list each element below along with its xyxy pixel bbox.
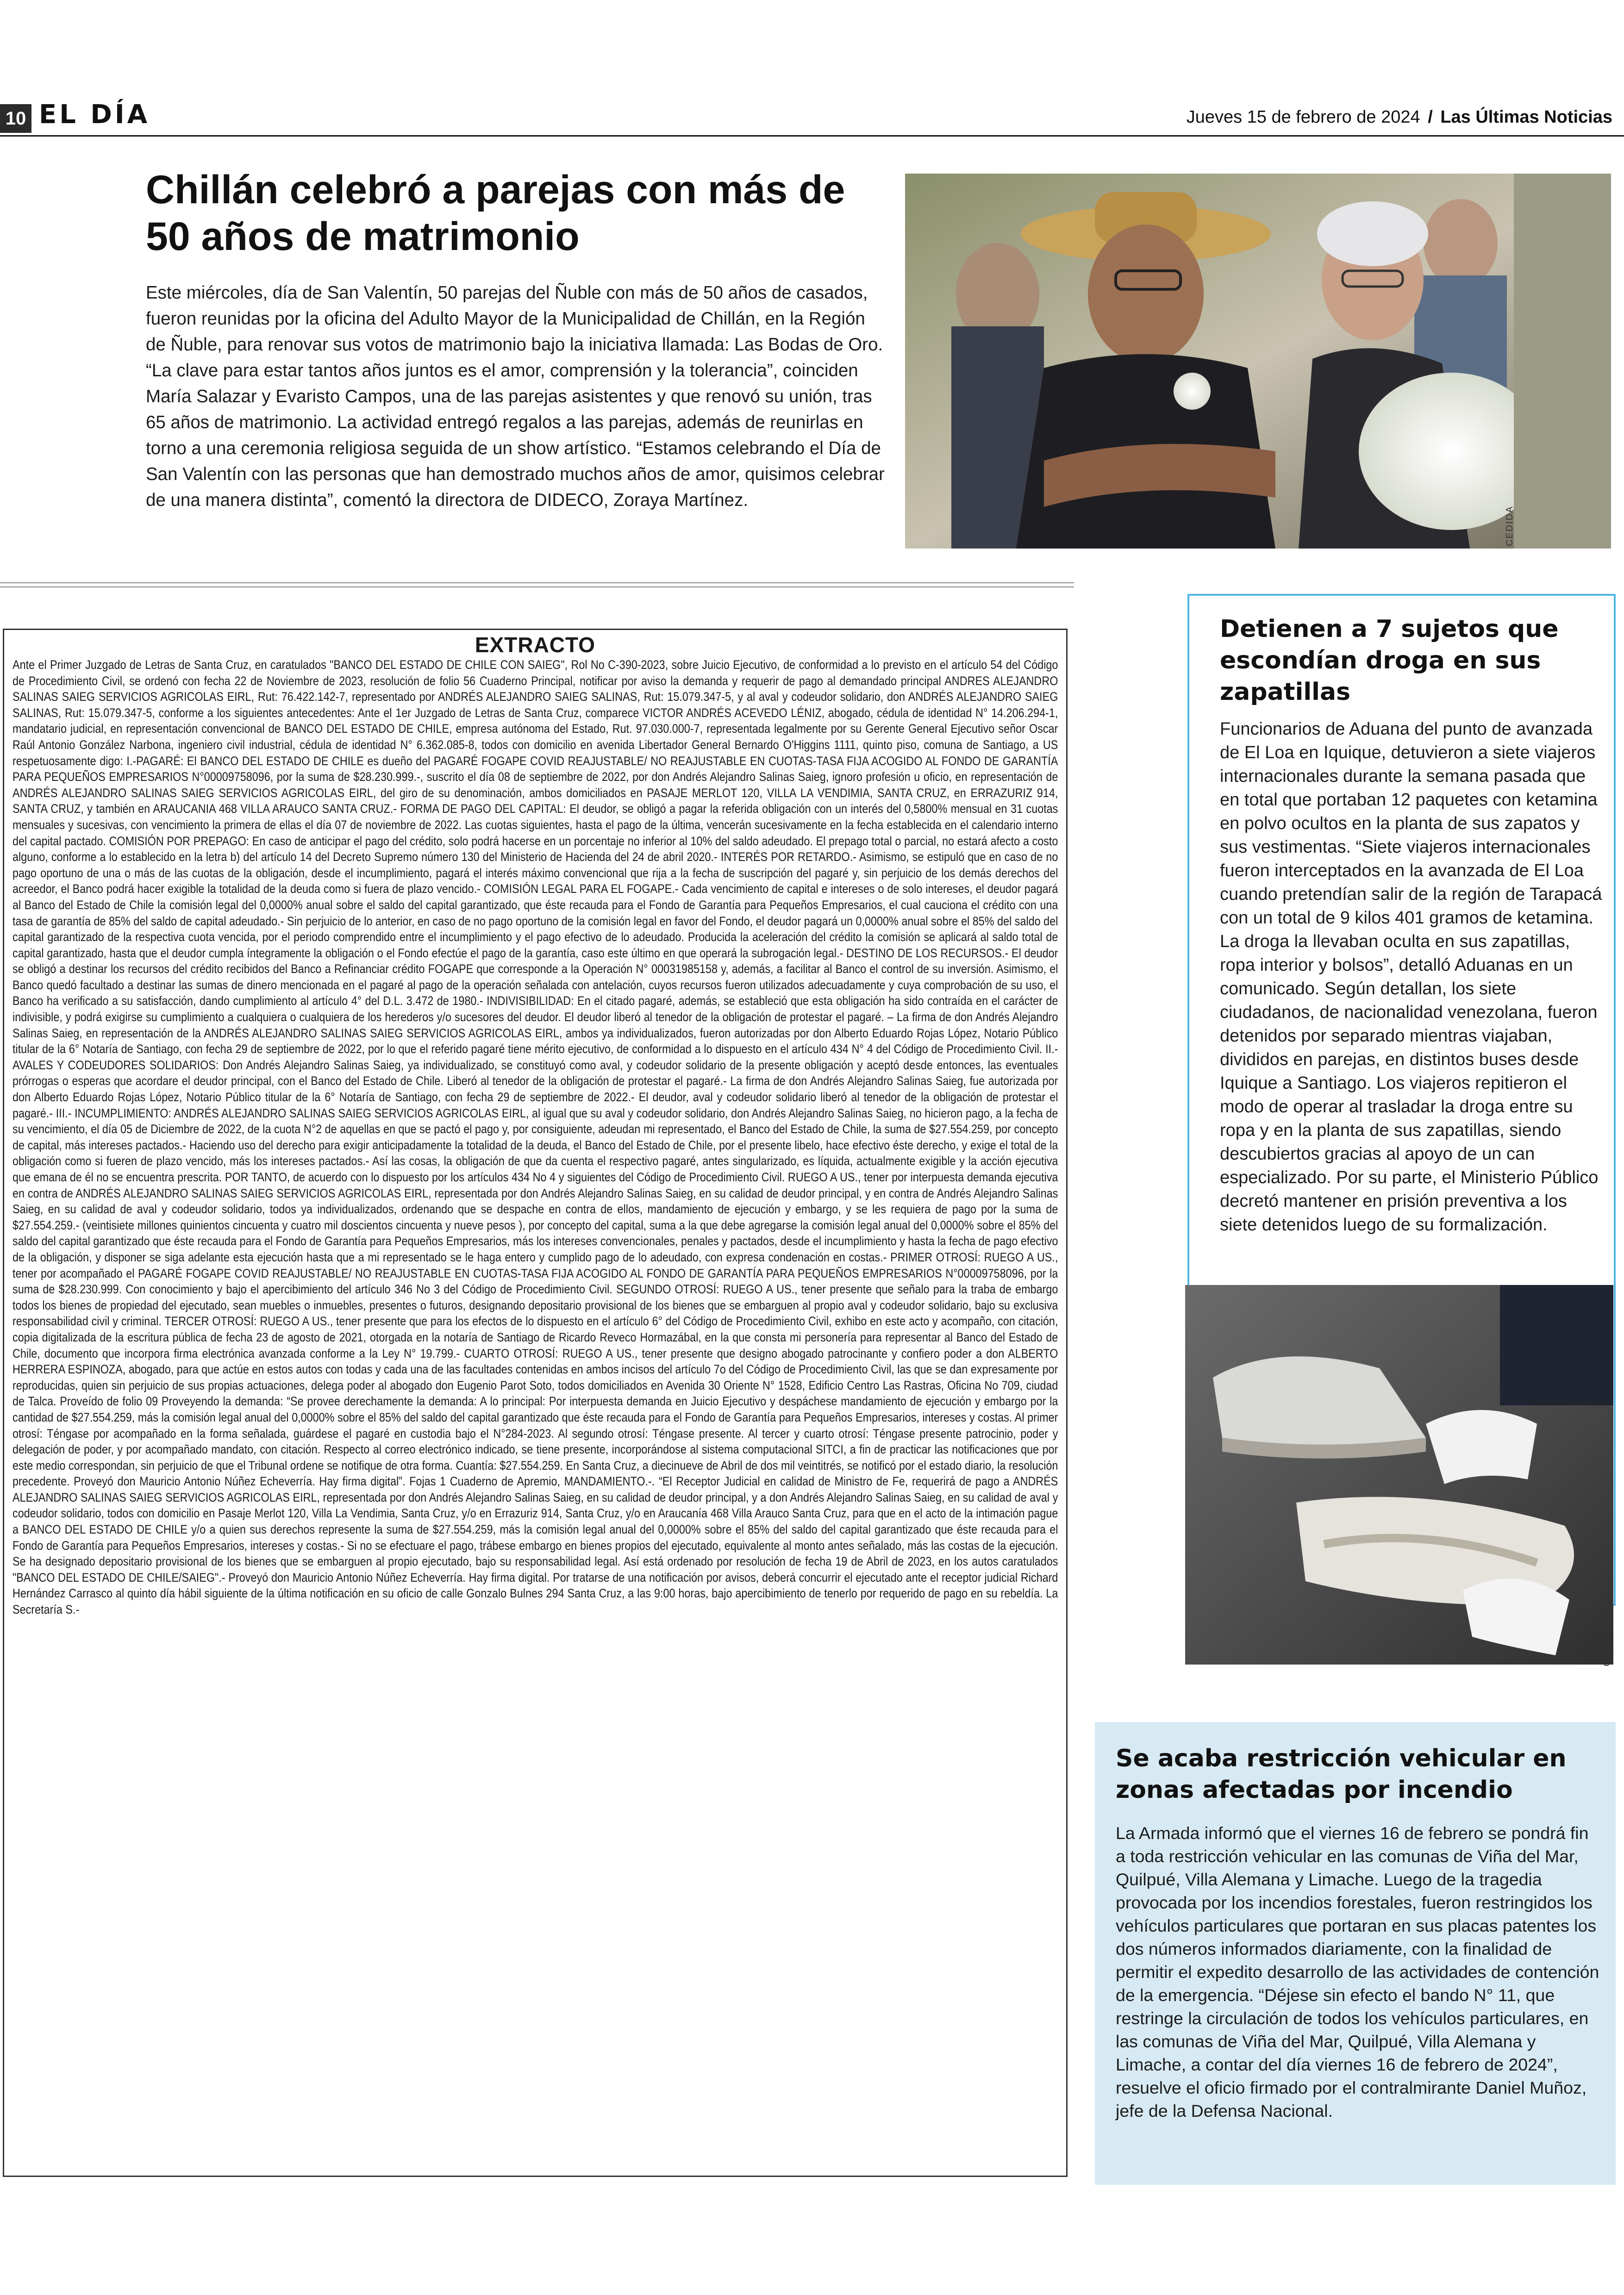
legal-notice-title: EXTRACTO	[475, 633, 596, 657]
legal-notice-text: Ante el Primer Juzgado de Letras de Santa Cruz, en caratulados "BANCO DEL ESTADO DE CHILE CON SAIEG", Rol No C-390-2023, sobre Juicio Ejecutivo, de conformidad a lo previsto en el artículo 54 del Código de Procedimiento Civil, se ordenó con fecha 22 de Noviembre de 2023, resolución de folio 56 Cuaderno Principal, notificar por aviso la demanda y requerir de pago al demandado principal ANDRES ALEJANDRO SALINAS SAIEG SERVICIOS AGRICOLAS EIRL, Rut: 76.422.142-7, representado por ANDRÉS ALEJANDRO SAIEG SALINAS, Rut: 15.079.347-5, y al aval y codeudor solidario, don ANDRÉS ALEJANDRO SAIEG SALINAS, Rut: 15.079.347-5, conforme a los siguientes antecedentes: Ante el 1er Juzgado de Letras de Santa Cruz, comparece VICTOR ANDRÉS ACEVEDO LÉNIZ, abogado, cédula de identidad N° 14.206.294-1, mandatario judicial, en representación convencional de BANCO DEL ESTADO DE CHILE, empresa autónoma del Estado, Rut. 97.030.000-7, representada legalmente por su Gerente General Ejecutivo señor Oscar Raúl Antonio González Narbona, ingeniero civil industrial, cédula de identidad N° 6.362.085-8, todos con domicilio en avenida Libertador General Bernardo O'Higgins 1111, quinto piso, comuna de Santiago, a US respetuosamente digo: I.-PAGARÉ: El BANCO DEL ESTADO DE CHILE es dueño del PAGARÉ FOGAPE COVID REAJUSTABLE/ NO REAJUSTABLE EN CUOTAS-TASA FIJA ACOGIDO AL FONDO DE GARANTÍA PARA PEQUEÑOS EMPRESARIOS N°00009758096, por la suma de $28.230.999.-, suscrito el día 08 de septiembre de 2022, por don Andrés Alejandro Salinas Saieg, ignoro profesión u oficio, en representación de ANDRÉS ALEJANDRO SALINAS SAIEG SERVICIOS AGRICOLAS EIRL, del giro de su denominación, ambos domiciliados en PASAJE MERLOT 120, VILLA LA VENDIMIA, SANTA CRUZ, en ERRAZURIZ 914, SANTA CRUZ, y también en ARAUCANIA 468 VILLA ARAUCO SANTA CRUZ.- FORMA DE PAGO DEL CAPITAL: El deudor, se obligó a pagar la referida obligación con un interés del 0,5800% mensual en 31 cuotas mensuales y sucesivas, con vencimiento la primera de ellas el día 07 de noviembre de 2022. Las cuotas siguientes, hasta el pago de la última, vencerán sucesivamente en la fecha establecida en el calendario interno del capital pactado. COMISIÓN POR PREPAGO: En caso de anticipar el pago del crédito, solo podrá hacerse en un porcentaje no inferior al 10% del saldo adeudado. El prepago total o parcial, no estará afecto a costo alguno, conforme a lo establecido en la letra b) del artículo 14 del Decreto Supremo número 130 del Ministerio de Hacienda del 24 de abril 2020.- INTERÉS POR RETARDO.- Asimismo, se estipuló que en caso de no pago oportuno de una o más de las cuotas de la obligación, desde el incumplimiento, pagará el interés máximo convencional que rija a la fecha de suscripción del pagaré y, sin perjuicio de los demás derechos del acreedor, el Banco podrá hacer exigible la totalidad de la deuda como si fuera de plazo vencido.- COMISIÓN LEGAL PARA EL FOGAPE.- Cada vencimiento de capital e intereses o de solo intereses, el deudor pagará al Banco del Estado de Chile la comisión legal del 0,0000% anual sobre el saldo del capital garantizado, que éste recauda para el Fondo de Garantía para Pequeños Empresarios, el cual cauciona el crédito con una tasa de garantía de 85% del saldo de capital adeudado.- Sin perjuicio de lo anterior, en caso de no pago oportuno de la comisión legal en favor del Fondo, el deudor pagará un 0,0000% anual sobre el 85% del saldo del capital garantizado de la respectiva cuota vencida, por el periodo comprendido entre el incumplimiento y el pago efectivo de lo adeudado. Producida la aceleración del crédito la comisión se aplicará al saldo total de capital garantizado, hasta que el deudor cumpla íntegramente la obligación o el Fondo efectúe el pago de la garantía, caso este último en que operará la subrogación legal.- DESTINO DE LOS RECURSOS.- El deudor se obligó a destinar los recursos del crédito recibidos del Banco a Refinanciar crédito FOGAPE que corresponde a la Operación N° 00031985158 y, además, a facilitar al Banco el control de su inversión. Asimismo, el Banco quedó facultado a destinar las sumas de dinero mencionada en el pagaré al pago de la operación señalada con antelación, cuyos recursos fueron utilizados adecuadamente y cuya comprobación de su uso, el Banco ha verificado a su satisfacción, dando cumplimiento al artículo 4° del D.L. 3.472 de 1980.- INDIVISIBILIDAD: En el citado pagaré, además, se estableció que esta obligación ha sido contraída en el carácter de indivisible, y podrá exigirse su cumplimiento a cualquiera o cualquiera de los herederos y/o sucesores del deudor. El deudor liberó al tenedor de la obligación de protestar el pagaré. – La firma de don Andrés Alejandro Salinas Saieg, en representación de la ANDRÉS ALEJANDRO SALINAS SAIEG SERVICIOS AGRICOLAS EIRL, ambos ya individualizados, fueron autorizadas por don Alberto Eduardo Rojas López, Notario Público titular de la 6° Notaría de Santiago, con fecha 29 de septiembre de 2022, por lo que el referido pagaré tiene mérito ejecutivo, de conformidad a lo dispuesto en el artículo 434 N° 4 del Código de Procedimiento Civil. II.- AVALES Y CODEUDORES SOLIDARIOS: Don Andrés Alejandro Salinas Saieg, ya individualizado, se constituyó como aval, y codeudor solidario de la presente obligación y aceptó desde entonces, las eventuales prórrogas o esperas que acordare el deudor principal, con el Banco del Estado de Chile. Liberó al tenedor de la obligación de protestar el pagaré.- La firma de don Andrés Alejandro Salinas Saieg, fue autorizada por don Alberto Eduardo Rojas López, Notario Público titular de la 6° Notaría de Santiago, con fecha 29 de septiembre de 2022.- El deudor, aval y codeudor solidario liberó al tenedor de la obligación de protestar el pagaré.- III.- INCUMPLIMIENTO: ANDRÉS ALEJANDRO SALINAS SAIEG SERVICIOS AGRICOLAS EIRL, al igual que su aval y codeudor solidario, don Andrés Alejandro Salinas Saieg, no hicieron pago, a la fecha de su vencimiento, el día 05 de Diciembre de 2022, de la cuota N°2 de aquellas en que se pactó el pago y, por consiguiente, adeudan mi representado, el Banco del Estado de Chile, la suma de $27.554.259, por concepto de capital, más intereses pactados.- Haciendo uso del derecho para exigir anticipadamente la totalidad de la deuda, el Banco del Estado de Chile, por el presente libelo, hace efectivo éste derecho, y exige el total de la obligación como si fueren de plazo vencido, más los intereses pactados.- Así las cosas, la obligación de que da cuenta el respectivo pagaré, antes singularizado, es líquida, actualmente exigible y la acción ejecutiva que emana de él no se encuentra prescrita. POR TANTO, de acuerdo con lo dispuesto por los artículos 434 No 4 y siguientes del Código de Procedimiento Civil. RUEGO A US., tener por interpuesta demanda ejecutiva en contra de ANDRÉS ALEJANDRO SALINAS SAIEG SERVICIOS AGRICOLAS EIRL, representada por don Andrés Alejandro Salinas Saieg, en su calidad de deudor principal, y en contra de Andrés Alejandro Salinas Saieg, en su calidad de aval y codeudor solidario, todos ya individualizados, ordenando que se despache en contra de ellos, mandamiento de ejecución y embargo, y se les requiera de pago por la suma de $27.554.259.- (veintisiete millones quinientos cincuenta y cuatro mil doscientos cincuenta y nueve pesos ), por concepto del capital, suma a la que debe agregarse la comisión legal anual del 0,0000% sobre el 85% del saldo del capital garantizado que éste recauda para el Fondo de Garantía para Pequeños Empresarios, más los intereses convencionales, penales y pactados, desde el incumplimiento y hasta la fecha de pago efectivo de la obligación, y disponer se siga adelante esta ejecución hasta que a mi representado se le haga entero y cumplido pago de lo adeudado, con expresa condenación en costas.- PRIMER OTROSÍ: RUEGO A US., tener por acompañado el PAGARÉ FOGAPE COVID REAJUSTABLE/ NO REAJUSTABLE EN CUOTAS-TASA FIJA ACOGIDO AL FONDO DE GARANTÍA PARA PEQUEÑOS EMPRESARIOS N°00009758096, por la suma de $28.230.999. Con conocimiento y bajo el apercibimiento del artículo 346 No 3 del Código de Procedimiento Civil. SEGUNDO OTROSÍ: RUEGO A US., tener presente que señalo para la traba de embargo todos los bienes de propiedad del ejecutado, sean muebles o inmuebles, presentes o futuros, designando depositario provisional de los bienes que se embarguen al propio aval y codeudor solidario, bajo su exclusiva responsabilidad civil y criminal. TERCER OTROSÍ: RUEGO A US., tener presente que para los efectos de lo dispuesto en el artículo 6° del Código de Procedimiento Civil, exhibo en este acto y acompaño, con citación, copia digitalizada de la escritura pública de fecha 23 de agosto de 2021, otorgada en la notaría de Santiago de Ricardo Reveco Hormazábal, en la que consta mi personería para representar al Banco del Estado de Chile, documento que incorpora firma electrónica avanzada conforme a la Ley N° 19.799.- CUARTO OTROSÍ: RUEGO A US., tener presente que designo abogado patrocinante y confiero poder a don ALBERTO HERRERA ESPINOZA, abogado, para que actúe en estos autos con todas y cada una de las facultades contenidas en ambos incisos del artículo 7o del Código de Procedimiento Civil, las que se dan expresamente por reproducidas, quien sin perjuicio de sus propias actuaciones, delega poder al abogado don Eugenio Parot Soto, todos domiciliados en Avenida 30 Oriente N° 1528, Edificio Centro Las Rastras, Oficina No 709, ciudad de Talca. Proveído de folio 09 Proveyendo la demanda: “Se provee derechamente la demanda: A lo principal: Por interpuesta demanda en Juicio Ejecutivo y despáchese mandamiento de ejecución y embargo por la cantidad de $27.554.259, más la comisión legal anual del 0,0000% sobre el 85% del saldo del capital garantizado que éste recauda para el Fondo de Garantía para Pequeños Empresarios, intereses y costas. Al primer otrosí: Téngase por acompañado en la forma señalada, guárdese el pagaré en custodia bajo el N°284-2023. Al segundo otrosí: Téngase presente. Al tercer y cuarto otrosí: Téngase presente patrocinio, poder y delegación de poder, y por acompañado mandato, con citación. Respecto al correo electrónico indicado, se tiene presente, incorporándose al sistema computacional SITCI, a fin de practicar las notificaciones que por este medio correspondan, sin perjuicio de que el Tribunal ordene se notifique de otra forma. Cuantía: $27.554.259. En Santa Cruz, a diecinueve de Abril de dos mil veintitrés, se notificó por el estado diario, la resolución precedente. Proveyó don Mauricio Antonio Núñez Echeverría. Hay firma digital”. Fojas 1 Cuaderno de Apremio, MANDAMIENTO.-. “El Receptor Judicial en calidad de Ministro de Fe, requerirá de pago a ANDRÉS ALEJANDRO SALINAS SAIEG SERVICIOS AGRICOLAS EIRL, representada por don Andrés Alejandro Salinas Saieg, en su calidad de deudor principal, y a don Andrés Alejandro Salinas Saieg, en su calidad de aval y codeudor solidario, todos con domicilio en Pasaje Merlot 120, Villa La Vendimia, Santa Cruz, y/o en Errazuriz 914, Santa Cruz, y/o en Araucanía 468 Villa Arauco Santa Cruz, para que en el acto de la intimación pague a BANCO DEL ESTADO DE CHILE y/o a quien sus derechos represente la suma de $27.554.259, más la comisión legal anual del 0,0000% sobre el 85% del saldo del capital garantizado que éste recauda para el Fondo de Garantía para Pequeños Empresarios, intereses y costas.- Si no se efectuare el pago, trábese embargo en bienes propios del ejecutado, equivalente al monto antes señalado, más las costas de la ejecución. Se ha designado depositario provisional de los bienes que se embarguen al propio ejecutado, bajo su responsabilidad legal. Así está ordenado por resolución de fecha 19 de Abril de 2023, en los autos caratulados "BANCO DEL ESTADO DE CHILE/SAIEG".- Proveyó don Mauricio Antonio Núñez Echeverría. Hay firma digital. Por tratarse de una notificación por avisos, deberá concurrir el ejecutado ante el receptor judicial Richard Hernández Carrasco al quinto día hábil siguiente de la última notificación en su oficio de calle Gonzalo Bulnes 294 Santa Cruz, a las 9:00 horas, bajo apercibimiento de tenerlo por requerido de pago en su rebeldía. La Secretaría S.-	[12, 657, 1058, 1617]
header-rule	[0, 135, 1624, 137]
photo-credit-detienen: CEDIDA	[1602, 1626, 1612, 1666]
issue-date: Jueves 15 de febrero de 2024	[1186, 107, 1420, 127]
page-number: 10	[0, 104, 31, 133]
dateline-separator: /	[1428, 107, 1433, 127]
legal-notice-box	[3, 629, 1068, 2177]
body-chillan: Este miércoles, día de San Valentín, 50 parejas del Ñuble con más de 50 años de casados, fueron reunidas por la oficina del Adulto Mayor de la Municipalidad de Chillán, en la Región de Ñuble, para renovar sus votos de matrimonio bajo la iniciativa llamada: Las Bodas de Oro. “La clave para estar tantos años juntos es el amor, comprensión y la tolerancia”, coinciden María Salazar y Evaristo Campos, una de las parejas asistentes y que renovó su unión, tras 65 años de matrimonio. La actividad entregó regalos a las parejas, además de reunirlas en torno a una ceremonia religiosa seguida de un show artístico. “Estamos celebrando el Día de San Valentín con las personas que han demostrado muchos años de amor, quisimos celebrar de una manera distinta”, comentó la directora de DIDECO, Zoraya Martínez.	[146, 283, 885, 510]
body-detienen: Funcionarios de Aduana del punto de avanzada de El Loa en Iquique, detuvieron a siete viajeros internacionales durante la semana pasada que en total que portaban 12 paquetes con ketamina en polvo ocultos en la planta de sus zapatos y sus vestimentas. “Siete viajeros internacionales fueron interceptados en la avanzada de El Loa cuando pretendían salir de la región de Tarapacá con un total de 9 kilos 401 gramos de ketamina. La droga la llevaban oculta en sus zapatillas, ropa interior y bolsos”, detalló Aduanas en un comunicado. Según detallan, los siete ciudadanos, de nacionalidad venezolana, fueron detenidos por separado mientras viajaban, divididos en parejas, en distintos buses desde Iquique a Santiago. Los viajeros repitieron el modo de operar al trasladar la droga entre su ropa y en la planta de sus zapatillas, siendo descubiertos gracias al apoyo de un can especializado. Por su parte, el Ministerio Público decretó mantener en prisión preventiva a los siete detenidos luego de su formalización.	[1220, 719, 1602, 1235]
headline-restriccion: Se acaba restricción vehicular en zonas afectadas por incendio	[1116, 1745, 1567, 1804]
sneaker-photo-illustration	[1185, 1285, 1613, 1665]
couple-photo	[905, 174, 1611, 549]
headline-chillan: Chillán celebró a parejas con más de 50 años de matrimonio	[146, 168, 845, 259]
headline-detienen: Detienen a 7 sujetos que escondían droga en sus zapatillas	[1220, 615, 1559, 706]
section-title: EL DÍA	[39, 100, 150, 130]
sneaker-photo	[1185, 1285, 1613, 1665]
dateline	[1187, 107, 1612, 127]
photo-credit-chillan: CEDIDA	[1505, 505, 1515, 546]
publication-name: Las Últimas Noticias	[1440, 107, 1612, 127]
body-restriccion: La Armada informó que el viernes 16 de febrero se pondrá fin a toda restricción vehicular en las comunas de Viña del Mar, Quilpué, Villa Alemana y Limache. Luego de la tragedia provocada por los incendios forestales, fueron restringidos los vehículos particulares que portaran en sus placas patentes los dos números informados diariamente, con la finalidad de permitir el expedito desarrollo de las actividades de contención de la emergencia. “Déjese sin efecto el bando N° 11, que restringe la circulación de todos los vehículos particulares, en las comunas de Viña del Mar, Quilpué, Villa Alemana y Limache, a contar del día viernes 16 de febrero de 2024”, resuelve el oficio firmado por el contralmirante Daniel Muñoz, jefe de la Defensa Nacional.	[1116, 1823, 1599, 2120]
section-divider	[0, 582, 1074, 587]
couple-photo-illustration	[905, 174, 1611, 549]
